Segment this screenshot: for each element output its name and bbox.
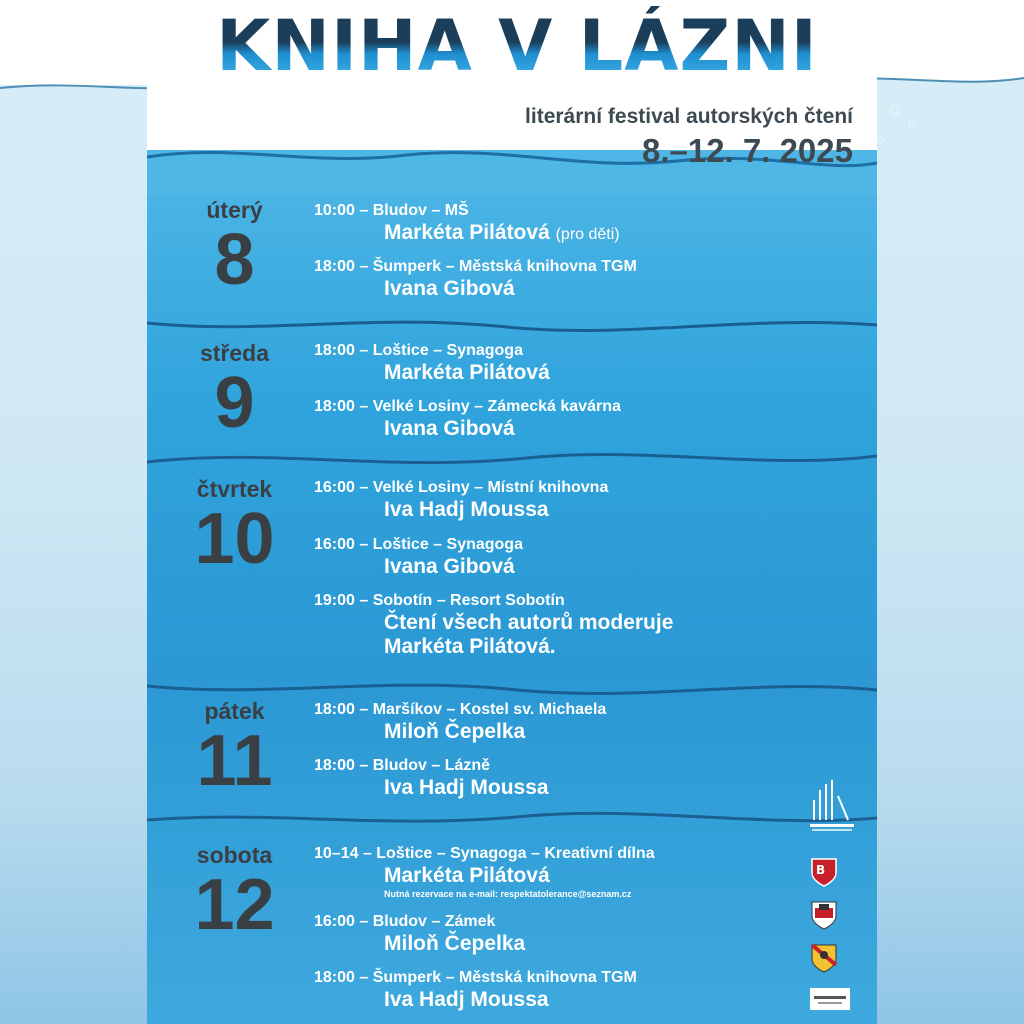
event-author: Markéta Pilátová: [384, 361, 550, 384]
day-number: 8: [214, 220, 255, 300]
event-author: Miloň Čepelka: [384, 932, 526, 955]
day-saturday: [147, 842, 322, 945]
event-time-place: 18:00 – Šumperk – Městská knihovna TGM: [314, 258, 637, 275]
event-author: Ivana Gibová: [384, 277, 515, 300]
event-author: Miloň Čepelka: [384, 720, 526, 743]
event-item: [314, 844, 655, 900]
event-item: [314, 756, 549, 800]
event-time-place: 16:00 – Loštice – Synagoga: [314, 536, 523, 553]
event-author-row: [314, 221, 620, 247]
festival-poster: [147, 0, 877, 1024]
event-time-place: 18:00 – Bludov – Lázně: [314, 757, 491, 774]
event-time-place: 18:00 – Loštice – Synagoga: [314, 342, 523, 359]
coat-of-arms-icon: [810, 857, 846, 891]
event-item: [314, 591, 673, 659]
day-number: 11: [196, 721, 273, 801]
day-name: středa: [199, 340, 270, 366]
event-item: [314, 201, 620, 247]
day-divider: [147, 800, 877, 840]
event-author: Ivana Gibová: [384, 417, 515, 440]
coat-of-arms-icon: [810, 943, 846, 977]
event-author: Markéta Pilátová: [384, 864, 550, 887]
day-name: čtvrtek: [196, 476, 273, 502]
event-item: [314, 341, 550, 385]
day-name: sobota: [196, 842, 273, 868]
poster-subtitle: literární festival autorských čtení: [525, 105, 853, 128]
event-item: [314, 397, 621, 441]
event-time-place: 18:00 – Šumperk – Městská knihovna TGM: [314, 969, 637, 986]
event-item: [314, 478, 608, 522]
event-author: Markéta Pilátová: [384, 221, 550, 244]
day-tuesday: [147, 197, 322, 300]
festival-dates: 8.–12. 7. 2025: [641, 132, 853, 169]
event-item: [314, 968, 637, 1012]
day-number: 12: [194, 865, 275, 945]
event-author: Ivana Gibová: [384, 555, 515, 578]
poster-title: KNIHA V LÁZNI: [172, 6, 862, 86]
day-friday: [147, 698, 322, 801]
event-author: Čtení všech autorů moderuje: [384, 611, 674, 634]
event-item: [314, 912, 525, 956]
event-author: Iva Hadj Moussa: [384, 988, 549, 1011]
event-author: Markéta Pilátová.: [384, 635, 556, 658]
day-name: pátek: [204, 698, 265, 724]
event-time-place: 16:00 – Velké Losiny – Místní knihovna: [314, 479, 609, 496]
event-note: (pro děti): [555, 226, 620, 243]
event-author: Iva Hadj Moussa: [384, 498, 549, 521]
day-divider: [147, 305, 877, 345]
event-time-place: 10:00 – Bludov – MŠ: [314, 202, 469, 219]
day-divider: [147, 440, 877, 480]
event-item: [314, 700, 606, 744]
day-number: 9: [214, 363, 255, 443]
event-time-place: 18:00 – Maršíkov – Kostel sv. Michaela: [314, 701, 607, 718]
library-logo-icon: [810, 780, 846, 839]
reservation-note: Nutná rezervace na e-mail: respektatolerance@seznam.cz: [384, 889, 632, 899]
day-number: 10: [194, 499, 275, 579]
partner-logo-icon: [810, 988, 846, 1014]
svg-text:B: B: [816, 863, 826, 877]
event-author: Iva Hadj Moussa: [384, 776, 549, 799]
day-name: úterý: [206, 197, 263, 223]
day-wednesday: [147, 340, 322, 443]
day-thursday: [147, 476, 322, 579]
event-item: [314, 257, 637, 301]
event-item: [314, 535, 523, 579]
event-time-place: 10–14 – Loštice – Synagoga – Kreativní dílna: [314, 845, 655, 862]
event-time-place: 18:00 – Velké Losiny – Zámecká kavárna: [314, 398, 621, 415]
coat-of-arms-icon: [810, 900, 846, 934]
event-time-place: 16:00 – Bludov – Zámek: [314, 913, 496, 930]
event-time-place: 19:00 – Sobotín – Resort Sobotín: [314, 592, 565, 609]
